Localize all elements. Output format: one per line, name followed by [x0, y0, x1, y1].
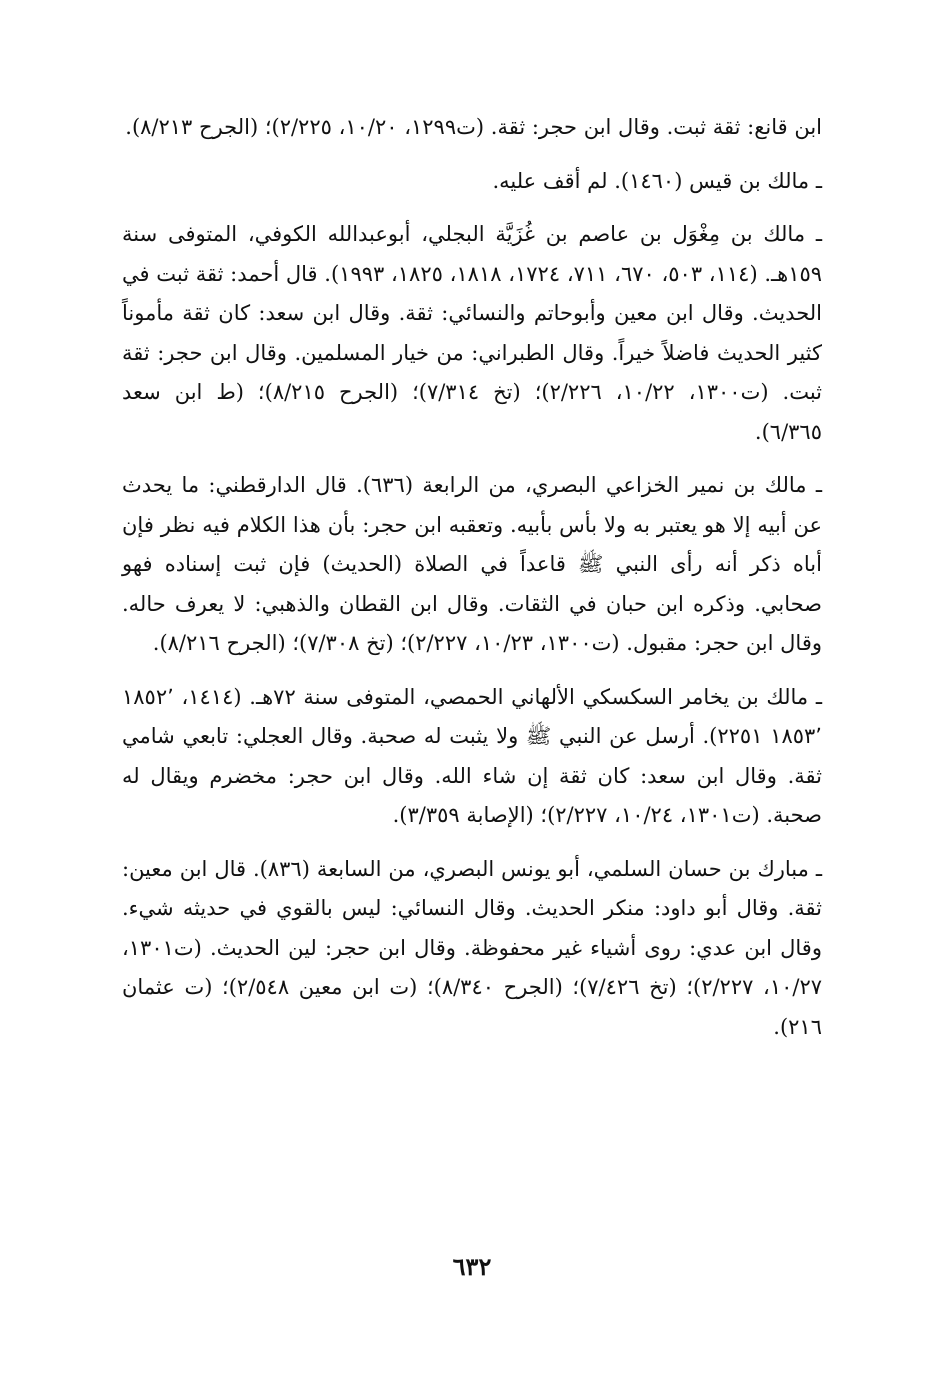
paragraph-malik-ibn-numayr: ـ مالك بن نمير الخزاعي البصري، من الرابعة (٦٣٦). قال الدارقطني: ما يحدث عن أبيه إلا هو يعتبر به ولا بأس بأبيه. وتعقبه ابن حجر: بأن هذا الكلام فيه نظر فإن أباه ذكر أنه رأى النبي ﷺ قاعداً في الصلاة (الحديث) فإن ثبت إسناده فهو صحابي. وذكره ابن حبان في الثقات. وقال ابن القطان والذهبي: لا يعرف حاله. وقال ابن حجر: مقبول. (ت١٣٠٠، ١٠/٢٣، ٢/٢٢٧)؛ (تخ ٧/٣٠٨)؛ (الجرح ٨/٢١٦).	[122, 473, 822, 655]
paragraph-malik-ibn-mighwal: ـ مالك بن مِغْوَل بن عاصم بن غُزَيَّة البجلي، أبوعبدالله الكوفي، المتوفى سنة ١٥٩هـ. (١١٤، ٥٠٣، ٦٧٠، ٧١١، ١٧٢٤، ١٨١٨، ١٨٢٥، ١٩٩٣). قال أحمد: ثقة ثبت في الحديث. وقال ابن معين وأبوحاتم والنسائي: ثقة. وقال ابن سعد: كان ثقة مأموناً كثير الحديث فاضلاً خيراً. وقال الطبراني: من خيار المسلمين. وقال ابن حجر: ثقة ثبت. (ت١٣٠٠، ١٠/٢٢، ٢/٢٢٦)؛ (تخ ٧/٣١٤)؛ (الجرح ٨/٢١٥)؛ (ط ابن سعد ٦/٣٦٥).	[122, 222, 823, 444]
text-body	[122, 108, 822, 1061]
paragraph-malik-ibn-qays: ـ مالك بن قيس (١٤٦٠). لم أقف عليه.	[492, 168, 822, 193]
paragraph-ibn-qani-entry: ابن قانع: ثقة ثبت. وقال ابن حجر: ثقة. (ت١٢٩٩، ١٠/٢٠، ٢/٢٢٥)؛ (الجرح ٨/٢١٣).	[125, 115, 822, 139]
paragraph-mubarak-ibn-hassan: ـ مبارك بن حسان السلمي، أبو يونس البصري، من السابعة (٨٣٦). قال ابن معين: ثقة. وقال أبو داود: منكر الحديث. وقال النسائي: ليس بالقوي في حديثه شيء. وقال ابن عدي: روى أشياء غير محفوظة. وقال ابن حجر: لين الحديث. (ت١٣٠١، ١٠/٢٧، ٢/٢٢٧)؛ (تخ ٧/٤٢٦)؛ (الجرح ٨/٣٤٠)؛ (ت ابن معين ٢/٥٤٨)؛ (ت عثمان ٢١٦).	[122, 856, 823, 1039]
paragraph-malik-ibn-yukhamir: ـ مالك بن يخامر السكسكي الألهاني الحمصي، المتوفى سنة ٧٢هـ. (١٤١٤، ١٨٥٢٬ ١٨٥٣٬ ٢٢٥١). أرسل عن النبي ﷺ ولا يثبت له صحبة. وقال العجلي: تابعي شامي ثقة. وقال ابن سعد: كان ثقة إن شاء الله. وقال ابن حجر: مخضرم ويقال له صحبة. (ت١٣٠١، ١٠/٢٤، ٢/٢٢٧)؛ (الإصابة ٣/٣٥٩).	[122, 684, 822, 827]
page-number: ٦٣٢	[452, 1252, 492, 1281]
